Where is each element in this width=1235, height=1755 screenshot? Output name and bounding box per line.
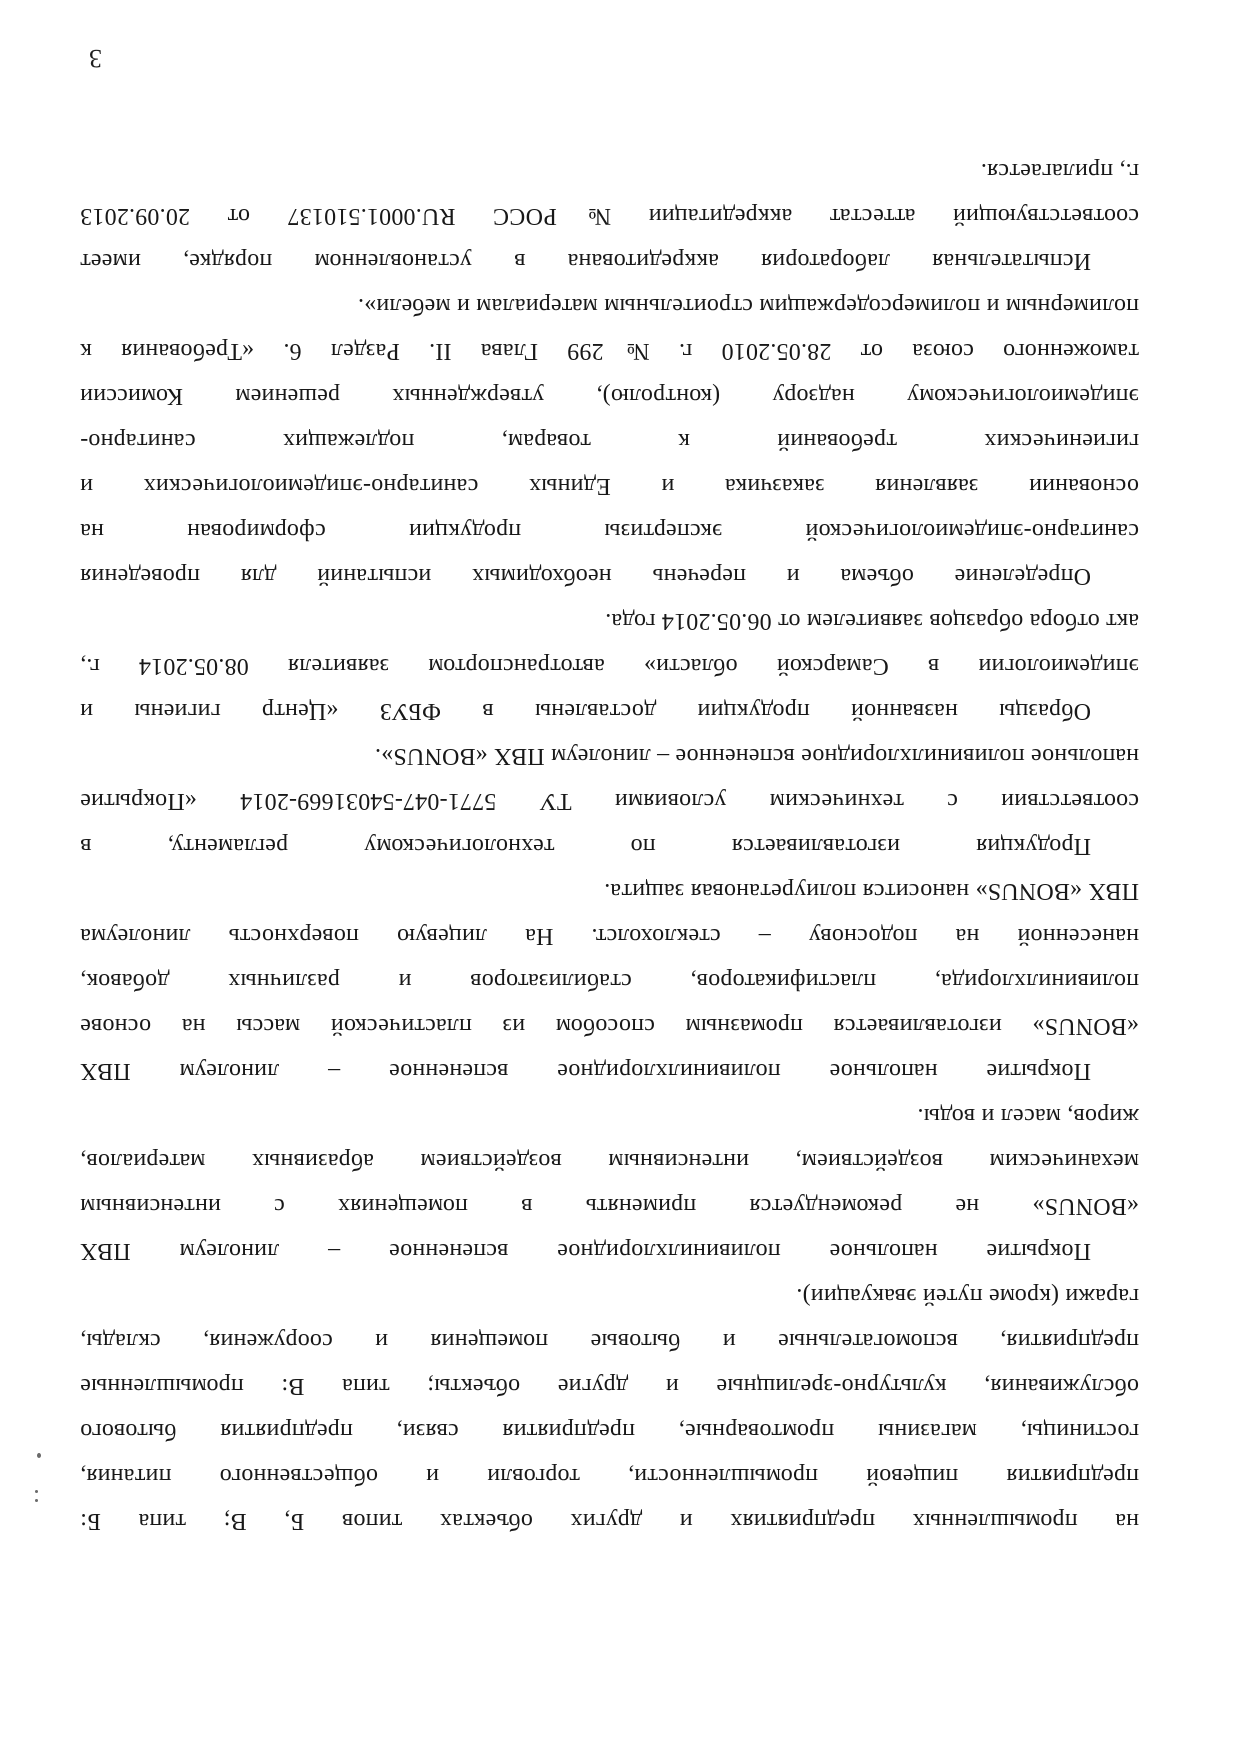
text-line: «BONUS» не рекомендуется применять в помещениях с интенсивным [80,1193,1139,1219]
text-line: предприятия, вспомогательные и бытовые помещения и сооружения, склады, [80,1328,1139,1354]
text-line: соответствии с техническим условиями ТУ 5771-047-54031669-2014 «Покрытие [80,788,1139,814]
text-line: эпидемиологическому надзору (контролю), утвержденных решением Комиссии [80,383,1139,409]
text-line: Покрытие напольное поливинилхлоридное вспененное – линолеум ПВХ [80,1058,1091,1084]
text-line: Образцы названной продукции доставлены в ФБУЗ «Центр гигиены и [80,698,1091,724]
text-line: Испытательная лаборатория аккредитована в установленном порядке, имеет [80,248,1091,274]
text-line: на промышленных предприятиях и других объектах типов Б, В; типа Б: [80,1508,1139,1534]
text-line: соответствующий аттестат аккредитации №РОСС RU.0001.510137 от 20.09.2013 [80,203,1139,229]
document-text [80,148,1139,1543]
text-line: нанесенной на подоснову – стеклохолст. На лицевую поверхность линолеума [80,923,1139,949]
text-line: эпидемиологии в Самарской области» автотранспортом заявителя 08.05.2014 г., [80,653,1139,679]
text-line: предприятия пищевой промышленности, торговли и общественного питания, [80,1463,1139,1489]
page-number: 3 [89,44,102,73]
text-line: механическим воздействием, интенсивным воздействием абразивных материалов, [80,1148,1139,1174]
text-line: Покрытие напольное поливинилхлоридное вспененное – линолеум ПВХ [80,1238,1091,1264]
scan-speck [37,1453,41,1458]
text-line: гаражи (кроме путей эвакуации). [796,1283,1139,1309]
text-line: полимерным и полимерсодержащим строительным материалам и мебели». [357,293,1139,319]
text-line: поливинилхлорида, пластификаторов, стабилизаторов и различных добавок, [80,968,1139,994]
text-line: Определение объема и перечень необходимых испытаний для проведения [80,563,1091,589]
text-line: ПВХ «BONUS» наносится полиуретановая защита. [603,878,1139,904]
text-line: таможенного союза от 28.05.2010 г. №299 Глава II. Раздел 6. «Требования к [80,338,1139,364]
text-line: «BONUS» изготавливается промазным способом из пластической массы на основе [80,1013,1139,1039]
text-line: Продукция изготавливается по технологическому регламенту, в [80,833,1091,859]
text-line: гигиенических требований к товарам, подлежащих санитарно- [80,428,1139,454]
text-line: жиров, масел и воды. [917,1103,1139,1129]
text-line: напольное поливинилхлоридное вспененное – линолеум ПВХ «BONUS». [374,743,1139,769]
text-line: основании заявления заказчика и Единых санитарно-эпидемиологических и [80,473,1139,499]
scan-speck [35,1499,38,1502]
text-line: гостиницы, магазины промтоварные, предприятия связи, предприятия бытового [80,1418,1139,1444]
text-line: санитарно-эпидемиологической экспертизы продукции сформирован на [80,518,1139,544]
text-line: обслуживания, культурно-зрелищные и другие объекты; типа В: промышленные [80,1373,1139,1399]
text-line: г., прилагается. [980,158,1139,184]
text-line: акт отбора образцов заявителем от 06.05.2014 года. [605,608,1139,634]
